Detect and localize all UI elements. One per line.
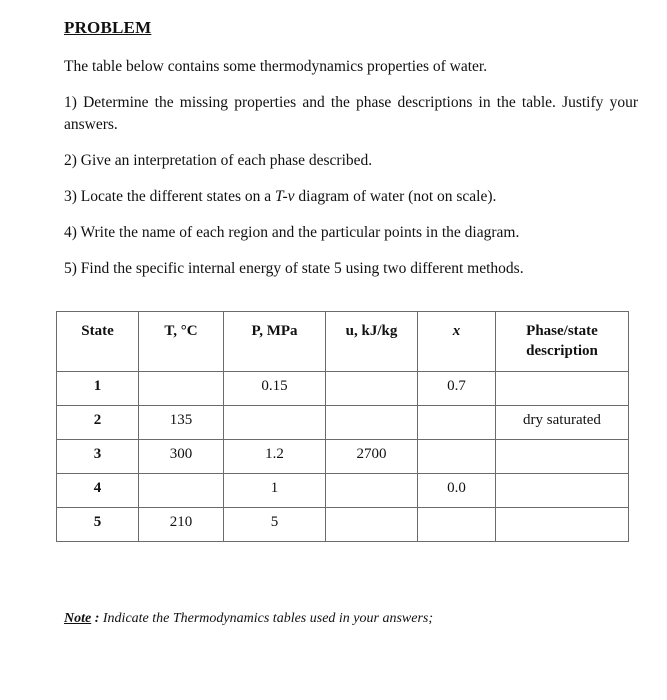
header-quality-symbol: x — [452, 323, 461, 339]
cell-pressure: 5 — [224, 508, 326, 542]
cell-temperature: 210 — [139, 508, 224, 542]
header-phase-description: Phase/state description — [496, 312, 629, 372]
header-quality — [418, 312, 496, 372]
table-row — [57, 372, 629, 406]
cell-pressure: 1 — [224, 474, 326, 508]
table-row — [57, 440, 629, 474]
cell-phase-description — [496, 474, 629, 508]
cell-temperature: 135 — [139, 406, 224, 440]
cell-phase-description — [496, 440, 629, 474]
cell-phase-description: dry saturated — [496, 406, 629, 440]
cell-quality — [418, 440, 496, 474]
question-4: 4) Write the name of each region and the particular points in the diagram. — [64, 224, 520, 241]
question-2: 2) Give an interpretation of each phase described. — [64, 152, 373, 169]
header-internal-energy: u, kJ/kg — [326, 312, 418, 372]
header-state: State — [57, 312, 139, 372]
cell-temperature — [139, 474, 224, 508]
note-text: Indicate the Thermodynamics tables used in your answers; — [102, 611, 434, 626]
tv-diagram-term: T-v — [275, 188, 295, 205]
question-5: 5) Find the specific internal energy of state 5 using two different methods. — [64, 260, 524, 277]
cell-internal-energy: 2700 — [326, 440, 418, 474]
cell-state: 3 — [57, 440, 139, 474]
cell-internal-energy — [326, 508, 418, 542]
note-separator: : — [91, 611, 103, 626]
table-row — [57, 508, 629, 542]
cell-quality: 0.7 — [418, 372, 496, 406]
cell-state: 5 — [57, 508, 139, 542]
page-title: PROBLEM — [64, 18, 152, 37]
cell-internal-energy — [326, 406, 418, 440]
cell-quality — [418, 508, 496, 542]
question-3 — [64, 186, 496, 208]
intro-text: The table below contains some thermodynamics properties of water. — [64, 58, 488, 75]
question-1: 1) Determine the missing properties and the phase descriptions in the table. Justify your answers. — [64, 94, 638, 133]
cell-state: 4 — [57, 474, 139, 508]
cell-pressure: 0.15 — [224, 372, 326, 406]
cell-pressure — [224, 406, 326, 440]
cell-quality: 0.0 — [418, 474, 496, 508]
cell-phase-description — [496, 508, 629, 542]
cell-temperature: 300 — [139, 440, 224, 474]
cell-state: 2 — [57, 406, 139, 440]
cell-pressure: 1.2 — [224, 440, 326, 474]
table-row — [57, 474, 629, 508]
table-row — [57, 406, 629, 440]
cell-internal-energy — [326, 372, 418, 406]
cell-state: 1 — [57, 372, 139, 406]
cell-quality — [418, 406, 496, 440]
header-temperature: T, °C — [139, 312, 224, 372]
properties-table — [56, 311, 629, 542]
cell-phase-description — [496, 372, 629, 406]
header-pressure: P, MPa — [224, 312, 326, 372]
table-header-row — [57, 312, 629, 372]
footnote — [64, 611, 433, 627]
question-3-text: 3) Locate the different states on a T-v diagram of water (not on scale). — [64, 188, 497, 205]
cell-internal-energy — [326, 474, 418, 508]
note-label: Note — [64, 611, 92, 626]
cell-temperature — [139, 372, 224, 406]
